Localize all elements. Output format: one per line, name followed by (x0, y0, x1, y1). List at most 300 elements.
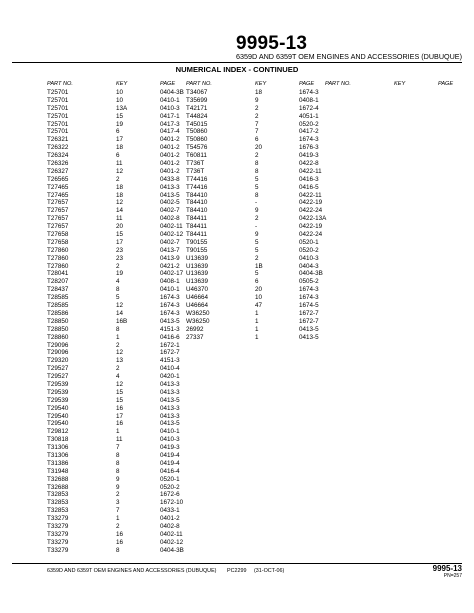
key: 16 (116, 420, 124, 428)
index-row (47, 207, 180, 215)
key: 23 (116, 254, 124, 262)
index-row (47, 499, 184, 507)
index-row (186, 286, 319, 294)
index-row (186, 199, 323, 207)
key: 16 (116, 404, 124, 412)
footer-date: (31-OCT-06) (254, 568, 285, 574)
key: 8 (255, 160, 259, 168)
index-row (186, 231, 323, 239)
key: 18 (116, 144, 124, 152)
part-number: T31306 (47, 444, 69, 452)
key: 13 (116, 357, 124, 365)
part-number: T30818 (47, 436, 69, 444)
key: 5 (255, 246, 259, 254)
page-ref: 0413-3 (160, 183, 180, 191)
key: 15 (116, 396, 124, 404)
page-ref: 0520-1 (299, 238, 319, 246)
index-row (186, 152, 319, 160)
key: 20 (116, 223, 124, 231)
key: 7 (255, 128, 259, 136)
key: 18 (116, 183, 124, 191)
footer-title: 6359D AND 6359T OEM ENGINES AND ACCESSORIES (DUBUQUE) (47, 568, 217, 574)
footer-rule (12, 563, 462, 564)
key: 3 (116, 499, 120, 507)
index-row (186, 120, 319, 129)
key: 12 (116, 380, 124, 388)
part-number: T29096 (47, 349, 69, 357)
part-number: T27658 (47, 231, 69, 239)
footer-page-number: 9995-13 (432, 564, 462, 573)
column-header-part-no: PART NO. (47, 81, 73, 87)
page-ref: 0520-2 (299, 246, 319, 254)
part-number: T27658 (47, 238, 69, 246)
index-row (186, 175, 319, 184)
page-ref: 0433-1 (160, 507, 180, 515)
key: 12 (116, 349, 124, 357)
index-row (47, 183, 180, 192)
key: 2 (255, 254, 259, 262)
index-row (47, 475, 180, 484)
page-ref: 0419-3 (299, 152, 319, 160)
index-row (186, 294, 319, 302)
page-ref: 0416-6 (160, 333, 180, 341)
index-row (47, 444, 180, 452)
index-row (47, 254, 180, 263)
index-row (186, 270, 323, 278)
part-number: T29527 (47, 373, 69, 381)
key: 19 (116, 120, 124, 128)
page-ref: 0401-2 (160, 515, 180, 523)
index-row (47, 223, 183, 231)
page-title: 9995-13 (236, 33, 308, 54)
page-ref: 0433-8 (160, 175, 180, 183)
part-number: T44824 (186, 112, 208, 120)
part-number: T28586 (47, 309, 69, 317)
index-row (47, 373, 180, 381)
part-number: T25701 (47, 128, 69, 136)
index-row (47, 120, 180, 129)
page-ref: 0402-8 (160, 522, 180, 530)
part-number: T26326 (47, 160, 69, 168)
part-number: T32688 (47, 475, 69, 483)
key: 7 (116, 507, 120, 515)
key: 2 (116, 175, 120, 183)
key: 16 (116, 538, 124, 546)
key: 16B (116, 317, 128, 325)
key: 8 (116, 286, 120, 294)
page-ref: 0422-24 (299, 207, 323, 215)
index-row (47, 191, 180, 200)
part-number: T32688 (47, 483, 69, 491)
part-number: T27860 (47, 262, 69, 270)
index-row (47, 341, 180, 350)
index-row (47, 167, 180, 176)
part-number: U46664 (186, 302, 209, 310)
page-ref: 0402-17 (160, 270, 184, 278)
part-number: T84410 (186, 191, 208, 199)
key: 16 (116, 530, 124, 538)
part-number: T74416 (186, 175, 208, 183)
page-ref: 4051-1 (299, 112, 319, 120)
key: 5 (116, 294, 120, 302)
part-number: T32853 (47, 491, 69, 499)
key: 47 (255, 302, 263, 310)
part-number: U13639 (186, 254, 209, 262)
page-ref: 0413-9 (160, 254, 180, 262)
part-number: T25701 (47, 104, 69, 112)
page-ref: 0401-2 (160, 136, 180, 144)
key: 2 (255, 215, 259, 223)
key: 2 (255, 104, 259, 112)
key: 1 (255, 333, 259, 341)
key: 8 (116, 459, 120, 467)
key: 2 (116, 491, 120, 499)
part-number: T32853 (47, 499, 69, 507)
index-row (47, 278, 180, 286)
part-number: T28850 (47, 325, 69, 333)
index-row (47, 302, 180, 310)
part-number: T29527 (47, 365, 69, 373)
part-number: T45015 (186, 120, 208, 128)
page-ref: 0419-3 (160, 444, 180, 452)
key: 15 (116, 388, 124, 396)
part-number: T27860 (47, 254, 69, 262)
page-ref: 0422-11 (299, 167, 322, 175)
index-row (186, 191, 322, 200)
index-row (186, 183, 319, 192)
part-number: T29812 (47, 428, 69, 436)
page-ref: 0410-4 (160, 365, 180, 373)
page-ref: 1672-1 (160, 341, 180, 349)
index-row (47, 333, 180, 342)
part-number: T54576 (186, 144, 208, 152)
index-row (47, 112, 180, 121)
key: 8 (255, 167, 259, 175)
page-ref: 0410-3 (160, 436, 180, 444)
index-row (47, 515, 180, 523)
index-row (47, 420, 180, 428)
part-number: T27465 (47, 183, 69, 191)
page-ref: 0408-1 (160, 278, 180, 286)
key: - (255, 223, 258, 231)
page-ref: 0402-11 (160, 223, 183, 231)
index-row (47, 412, 180, 421)
index-row (47, 152, 180, 160)
part-number: U13639 (186, 262, 209, 270)
page-ref: 0413-3 (160, 404, 180, 412)
index-row (47, 128, 180, 136)
index-row (47, 262, 180, 271)
part-number: T25701 (47, 120, 69, 128)
key: 9 (116, 483, 120, 491)
index-row (186, 167, 322, 176)
column-header-key: KEY (116, 81, 128, 87)
page-ref: 0402-11 (160, 530, 183, 538)
index-row (47, 136, 180, 144)
footer-pn: PN=257 (443, 573, 462, 579)
page-ref: 0413-5 (160, 317, 180, 325)
page-ref: 0413-3 (160, 388, 180, 396)
key: 20 (255, 144, 263, 152)
index-row (47, 491, 180, 499)
part-number: T26321 (47, 136, 69, 144)
key: 8 (116, 546, 120, 554)
page-ref: 0402-5 (160, 199, 180, 207)
page-ref: 0422-19 (299, 199, 323, 207)
index-row (186, 325, 319, 334)
index-row (47, 396, 180, 405)
index-row (47, 286, 180, 294)
page-ref: 4151-3 (160, 325, 180, 333)
part-number: T84411 (186, 215, 207, 223)
page-ref: 0413-5 (299, 325, 319, 333)
index-row (47, 428, 180, 436)
part-number: T29320 (47, 357, 69, 365)
index-row (47, 357, 180, 365)
part-number: T25701 (47, 96, 69, 104)
index-row (47, 309, 180, 318)
page-ref: 1674-3 (160, 302, 180, 310)
page-ref: 1676-3 (299, 144, 319, 152)
index-row (47, 246, 180, 255)
page-ref: 0404-3B (160, 89, 184, 96)
key: 8 (255, 191, 259, 199)
index-row (47, 546, 184, 555)
part-number: T27657 (47, 223, 69, 231)
key: 8 (116, 451, 120, 459)
key: 10 (255, 294, 263, 302)
index-row (47, 404, 180, 413)
key: 9 (116, 475, 120, 483)
page-ref: 1674-3 (299, 89, 319, 96)
key: 9 (255, 231, 259, 239)
part-number: T31306 (47, 451, 69, 459)
column-header-part-no: PART NO. (186, 81, 212, 87)
index-row (186, 246, 319, 255)
part-number: T84410 (186, 199, 208, 207)
page-ref: 0410-1 (160, 428, 180, 436)
page-ref: 0520-2 (160, 483, 180, 491)
index-row (186, 104, 319, 113)
index-row (186, 333, 319, 342)
index-row (47, 231, 184, 239)
part-number: U46370 (186, 286, 209, 294)
part-number: T29540 (47, 412, 69, 420)
key: 11 (116, 215, 123, 223)
part-number: T25701 (47, 112, 69, 120)
index-row (47, 436, 180, 444)
key: 5 (255, 183, 259, 191)
part-number: T28585 (47, 302, 69, 310)
index-row (186, 302, 319, 310)
page-ref: 0505-2 (299, 278, 319, 286)
index-row (47, 238, 180, 247)
index-row (47, 459, 180, 468)
index-row (186, 128, 319, 136)
index-row (47, 325, 180, 334)
column-header-page: PAGE (299, 81, 315, 87)
part-number: T26324 (47, 152, 69, 160)
page-ref: 0422-13A (299, 215, 327, 223)
page-ref: 1672-7 (299, 317, 319, 325)
key: 11 (116, 160, 123, 168)
page-ref: 0410-1 (160, 96, 180, 104)
page-ref: 0402-12 (160, 538, 184, 546)
index-row (47, 104, 180, 113)
key: 6 (255, 136, 259, 144)
part-number: T31948 (47, 467, 69, 475)
page-ref: 0401-2 (160, 144, 180, 152)
part-number: T26565 (47, 175, 69, 183)
index-row (186, 96, 319, 105)
page-ref: 0404-3 (299, 262, 319, 270)
key: 9 (255, 96, 259, 104)
key: 2 (116, 365, 120, 373)
page-ref: 4151-3 (160, 357, 180, 365)
page-ref: 1672-4 (299, 104, 319, 112)
part-number: T84410 (186, 207, 208, 215)
part-number: T29539 (47, 388, 69, 396)
part-number: T29539 (47, 380, 69, 388)
index-row (186, 278, 319, 286)
page-ref: 0401-2 (160, 160, 180, 168)
page-ref: 1672-7 (299, 309, 319, 317)
page-ref: 1672-10 (160, 499, 184, 507)
key: 1 (116, 428, 120, 436)
key: 4 (116, 373, 120, 381)
part-number: T50860 (186, 136, 208, 144)
page-ref: 1672-7 (160, 349, 180, 357)
part-number: T28041 (47, 270, 69, 278)
part-number: T25701 (47, 89, 69, 96)
part-number: T736T (186, 167, 205, 175)
key: 10 (116, 89, 124, 96)
page-subtitle: 6359D AND 6359T OEM ENGINES AND ACCESSORIES (DUBUQUE) (236, 52, 462, 61)
key: 6 (255, 278, 259, 286)
part-number: T90155 (186, 246, 208, 254)
part-number: T35699 (186, 96, 208, 104)
page-ref: 1674-3 (299, 294, 319, 302)
column-header-part-no: PART NO. (325, 81, 351, 87)
key: 20 (255, 286, 263, 294)
index-row (47, 144, 180, 152)
key: - (255, 199, 258, 207)
index-row (186, 223, 323, 231)
part-number: T32853 (47, 507, 69, 515)
index-column-1 (47, 89, 184, 555)
part-number: T33279 (47, 538, 69, 546)
index-row (47, 388, 180, 397)
key: 8 (116, 325, 120, 333)
index-row (186, 309, 319, 318)
index-row (47, 294, 180, 302)
page-ref: 0413-7 (160, 246, 180, 254)
page-ref: 0421-2 (160, 262, 180, 270)
page-ref: 0416-4 (160, 467, 180, 475)
key: 19 (116, 270, 124, 278)
header-rule (12, 62, 462, 63)
index-row (186, 215, 327, 223)
index-row (47, 538, 184, 547)
index-row (186, 317, 319, 326)
index-row (186, 207, 323, 215)
page-ref: 0408-1 (299, 96, 319, 104)
index-row (186, 144, 319, 152)
key: 12 (116, 199, 124, 207)
page-ref: 0401-2 (160, 167, 180, 175)
page-ref: 0420-1 (160, 373, 180, 381)
part-number: T29096 (47, 341, 69, 349)
column-header-key: KEY (394, 81, 406, 87)
part-number: T42171 (186, 104, 208, 112)
part-number: T31386 (47, 459, 69, 467)
page-ref: 0422-11 (299, 191, 322, 199)
page-ref: 0416-5 (299, 183, 319, 191)
key: 2 (116, 262, 120, 270)
key: 2 (255, 152, 259, 160)
page-ref: 0422-8 (299, 160, 319, 168)
page-ref: 0404-3B (160, 546, 184, 554)
part-number: T33279 (47, 546, 69, 554)
key: 8 (116, 467, 120, 475)
part-number: T90155 (186, 238, 208, 246)
page-ref: 0419-4 (160, 459, 180, 467)
index-row (47, 349, 180, 357)
part-number: T27465 (47, 191, 69, 199)
part-number: T50860 (186, 128, 208, 136)
part-number: T26322 (47, 144, 69, 152)
page-ref: 0404-3B (299, 270, 323, 278)
index-row (47, 365, 180, 373)
page-ref: 0401-2 (160, 152, 180, 160)
index-row (186, 112, 319, 121)
part-number: T736T (186, 160, 205, 168)
index-row (47, 175, 180, 184)
page-ref: 0413-5 (160, 191, 180, 199)
part-number: T74416 (186, 183, 208, 191)
key: 18 (255, 89, 263, 96)
key: 9 (255, 207, 259, 215)
page-ref: 0402-8 (160, 215, 180, 223)
key: 5 (255, 270, 259, 278)
part-number: 26992 (186, 325, 204, 333)
key: 5 (255, 238, 259, 246)
part-number: T33279 (47, 522, 69, 530)
page-ref: 0402-7 (160, 238, 180, 246)
part-number: T28860 (47, 333, 69, 341)
part-number: W36250 (186, 317, 210, 325)
key: 7 (255, 120, 259, 128)
page-ref: 0520-1 (160, 475, 180, 483)
part-number: W36250 (186, 309, 210, 317)
key: 15 (116, 231, 124, 239)
page-ref: 0416-3 (299, 175, 319, 183)
part-number: T84411 (186, 231, 207, 239)
part-number: T33279 (47, 515, 69, 523)
part-number: T27657 (47, 215, 69, 223)
page-ref: 0520-2 (299, 120, 319, 128)
column-header-key: KEY (255, 81, 267, 87)
key: 12 (116, 167, 124, 175)
key: 12 (116, 302, 124, 310)
page-ref: 0422-19 (299, 223, 323, 231)
part-number: T27860 (47, 246, 69, 254)
page-ref: 0410-3 (160, 104, 180, 112)
key: 23 (116, 246, 124, 254)
part-number: T84411 (186, 223, 207, 231)
index-row (186, 254, 319, 263)
page-ref: 0417-3 (160, 120, 180, 128)
